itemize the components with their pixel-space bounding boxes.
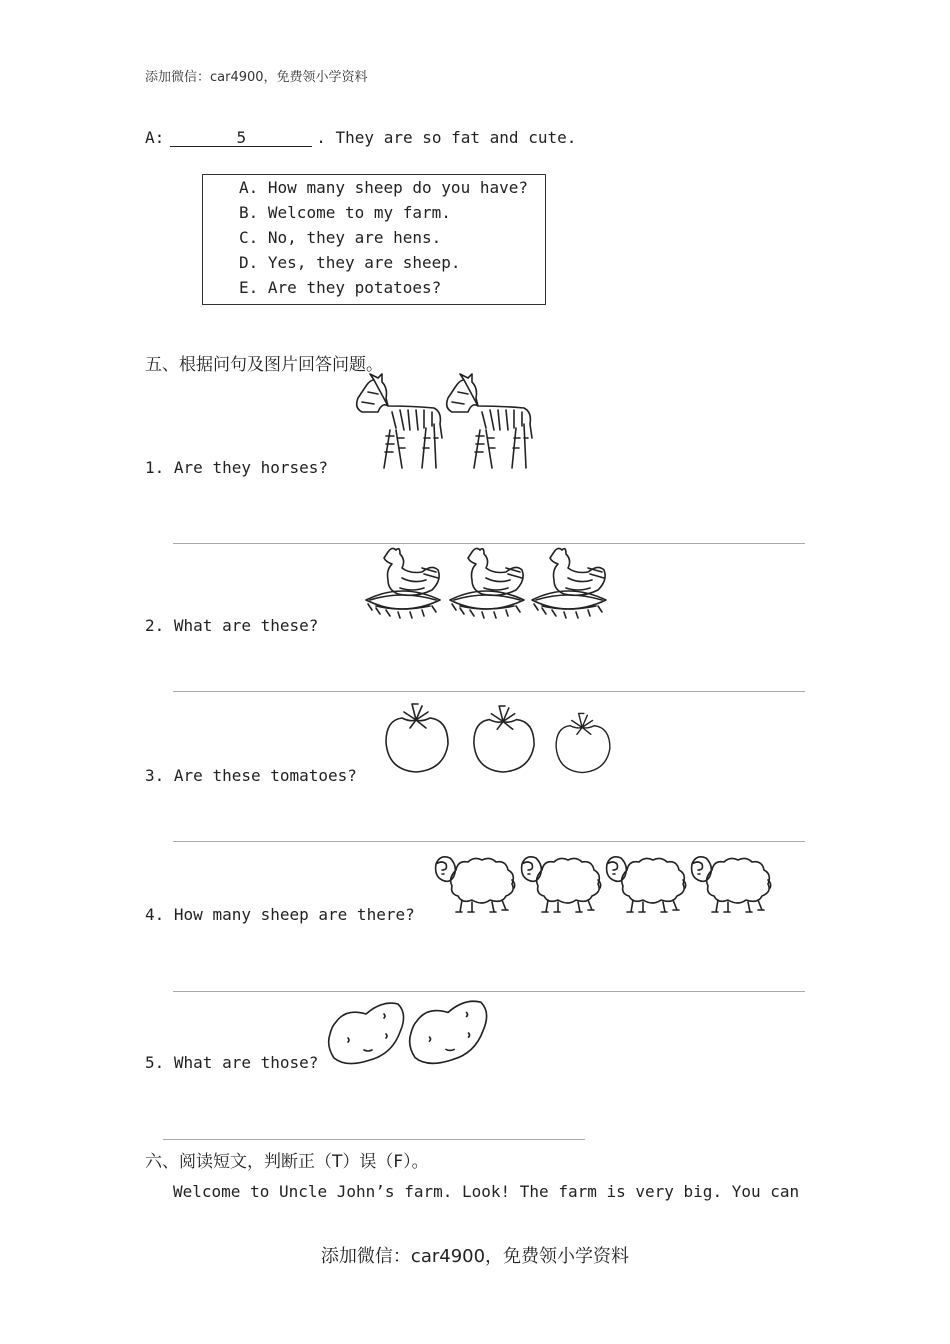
sheep-icon (518, 850, 604, 916)
tomato-icon (470, 702, 538, 776)
header-note: 添加微信：car4900，免费领小学资料 (145, 70, 368, 85)
option-b: B. Welcome to my farm. (239, 203, 451, 222)
potato-icon (406, 996, 490, 1070)
option-e: E. Are they potatoes? (239, 278, 442, 297)
question-4: 4. How many sheep are there? (145, 905, 415, 924)
hen-icon (528, 544, 610, 624)
question-3: 3. Are these tomatoes? (145, 766, 357, 785)
option-a: A. How many sheep do you have? (239, 178, 528, 197)
passage-text: Welcome to Uncle John’s farm. Look! The farm is very big. You can (173, 1182, 800, 1201)
hen-icon (362, 544, 444, 624)
dialog-line (145, 128, 576, 147)
option-d: D. Yes, they are sheep. (239, 253, 461, 272)
answer-line-3[interactable] (173, 841, 805, 842)
question-1: 1. Are they horses? (145, 458, 329, 477)
question-2: 2. What are these? (145, 616, 319, 635)
answer-line-5[interactable] (163, 1139, 585, 1140)
options-box (202, 174, 546, 305)
potato-icon (326, 998, 406, 1070)
option-c: C. No, they are hens. (239, 228, 442, 247)
answer-blank[interactable]: 5 (170, 130, 312, 147)
question-5: 5. What are those? (145, 1053, 319, 1072)
dialog-text: . They are so fat and cute. (316, 128, 577, 147)
sheep-icon (432, 850, 518, 916)
answer-line-4[interactable] (173, 991, 805, 992)
zebra-icon (352, 372, 444, 470)
answer-line-2[interactable] (173, 691, 805, 692)
sheep-icon (688, 850, 774, 916)
hen-icon (446, 544, 528, 624)
section-5-title: 五、根据问句及图片回答问题。 (145, 355, 383, 375)
footer-note: 添加微信：car4900，免费领小学资料 (320, 1246, 630, 1267)
zebra-icon (442, 372, 534, 470)
tomato-icon (382, 700, 452, 776)
tomato-icon (552, 710, 614, 776)
sheep-icon (603, 850, 689, 916)
section-6-title: 六、阅读短文，判断正（T）误（F）。 (145, 1152, 429, 1172)
speaker-label: A: (145, 128, 165, 147)
